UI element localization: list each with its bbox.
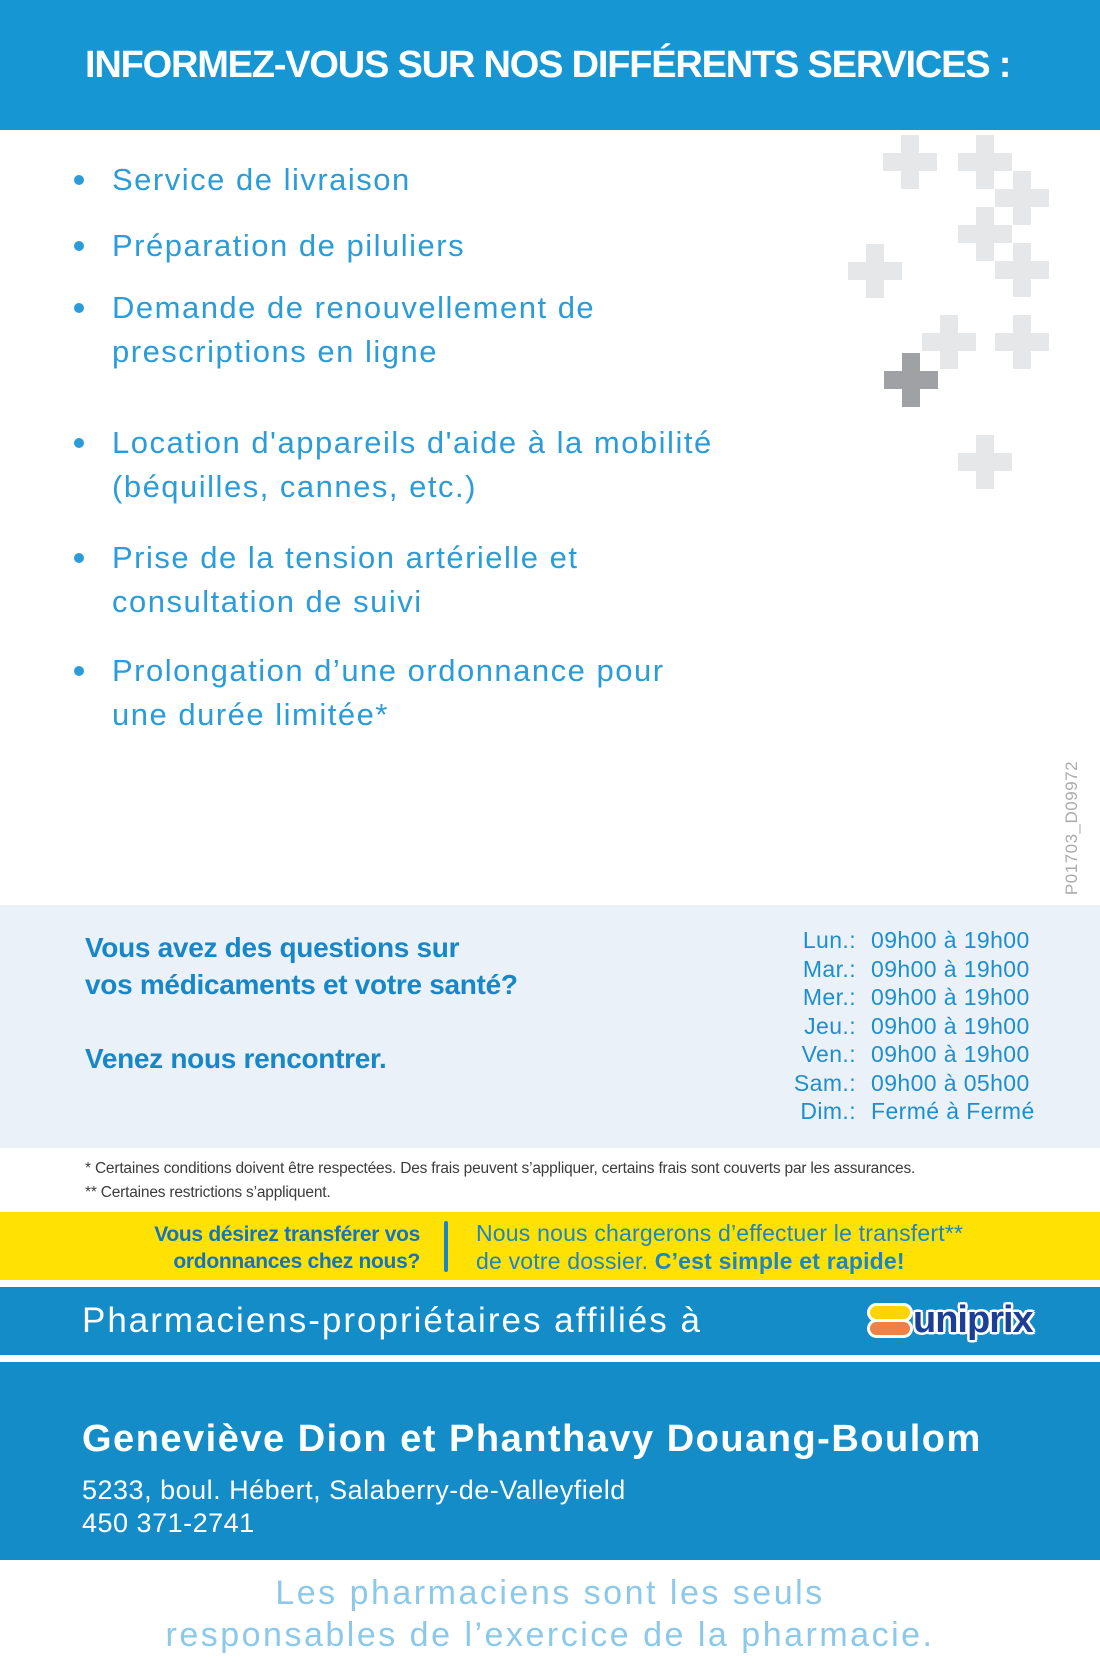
plus-icon [883,135,937,189]
legal-footer-line1: Les pharmaciens sont les seuls [275,1574,825,1612]
bullet-icon [72,649,112,737]
bullet-icon [72,286,112,374]
time-value: 09h00 à 19h00 [871,984,1030,1010]
transfer-question [95,1221,420,1275]
day-label: Jeu.: [804,1012,856,1039]
footnotes-section [0,1148,1100,1212]
transfer-answer [476,1219,963,1275]
bullet-icon [72,421,112,509]
page-title: INFORMEZ-VOUS SUR NOS DIFFÉRENTS SERVICES : [85,43,1011,86]
time-value: 09h00 à 19h00 [871,1041,1030,1067]
service-item-online-renewal [72,286,595,374]
service-label: Préparation de piluliers [112,228,466,263]
service-label-line2: une durée limitée* [112,697,389,732]
service-label: Service de livraison [112,162,411,197]
day-label: Mar.: [802,955,856,982]
pharmacy-phone: 450 371-2741 [82,1508,255,1538]
questions-line2: vos médicaments et votre santé? [85,969,518,1000]
hours-row-friday [790,1040,1035,1069]
bullet-icon [72,224,112,268]
service-item-blood-pressure [72,536,579,624]
time-value: 09h00 à 19h00 [871,1012,1030,1039]
service-item-pill-organizers [72,224,465,268]
questions-text [85,929,518,1003]
service-label-line2: consultation de suivi [112,584,423,619]
hours-row-thursday [790,1012,1035,1041]
service-label-line2: (béquilles, cannes, etc.) [112,469,477,504]
uniprix-wordmark: uniprix [913,1299,1033,1341]
hours-row-saturday [790,1069,1035,1098]
service-label-line1: Location d'appareils d'aide à la mobilité [112,425,713,460]
plus-icon [848,244,902,298]
time-value: 09h00 à 05h00 [871,1069,1030,1096]
plus-icon [958,435,1012,489]
pharmacist-names: Geneviève Dion et Phanthavy Douang-Boulom [82,1418,982,1460]
transfer-answer-line2: de votre dossier. [476,1248,655,1274]
day-label: Dim.: [800,1098,856,1124]
service-label-line1: Prolongation d’une ordonnance pour [112,653,665,688]
pharmacy-address: 5233, boul. Hébert, Salaberry-de-Valleyfield [82,1475,626,1505]
affiliation-label: Pharmaciens-propriétaires affiliés à [82,1301,702,1340]
time-value: 09h00 à 19h00 [871,927,1030,953]
service-label-line1: Demande de renouvellement de [112,290,596,325]
hours-row-tuesday [790,955,1035,984]
bullet-icon [72,536,112,624]
transfer-band [0,1212,1100,1280]
service-label-line2: prescriptions en ligne [112,334,438,369]
owner-band [0,1362,1100,1560]
uniprix-logo [870,1299,1033,1342]
hours-row-sunday [790,1097,1035,1126]
hours-row-wednesday [790,983,1035,1012]
plus-icon [995,243,1049,297]
transfer-answer-emphasis: C’est simple et rapide! [654,1248,905,1274]
day-label: Ven.: [801,1041,856,1067]
day-label: Lun.: [802,927,856,953]
questions-hours-band [0,905,1100,1148]
service-item-prescription-extension [72,649,665,737]
footnote-restrictions: ** Certaines restrictions s’appliquent. [85,1184,331,1201]
footnote-conditions: * Certaines conditions doivent être respectées. Des frais peuvent s’appliquer, certains frais sont couverts par les assurances. [85,1160,916,1177]
opening-hours-table [790,926,1035,1126]
questions-line1: Vous avez des questions sur [85,932,460,963]
header-band [0,0,1100,130]
meet-us-text: Venez nous rencontrer. [85,1043,387,1074]
plus-icon [995,315,1049,369]
service-item-delivery [72,158,411,202]
service-item-mobility-rental [72,421,713,509]
print-code: P01703_D09972 [1062,760,1081,896]
bullet-icon [72,158,112,202]
legal-footer-line2: responsables de l’exercice de la pharmacie. [165,1616,935,1654]
logo-bar-orange [870,1322,910,1335]
hours-row-monday [790,926,1035,955]
vertical-divider [444,1221,448,1272]
logo-bar-yellow [870,1306,910,1319]
day-label: Sam.: [793,1069,856,1096]
time-value: 09h00 à 19h00 [871,955,1030,982]
uniprix-logo-bars-icon [870,1306,910,1335]
transfer-answer-line1: Nous nous chargerons d’effectuer le transfert** [476,1220,964,1246]
service-label-line1: Prise de la tension artérielle et [112,540,579,575]
transfer-question-line1: Vous désirez transférer vos [154,1223,420,1246]
legal-footer [0,1560,1100,1680]
time-value: Fermé à Fermé [871,1098,1035,1124]
affiliation-band [0,1287,1100,1355]
transfer-question-line2: ordonnances chez nous? [173,1250,420,1273]
day-label: Mer.: [802,984,856,1010]
plus-icon-dark [884,353,938,407]
